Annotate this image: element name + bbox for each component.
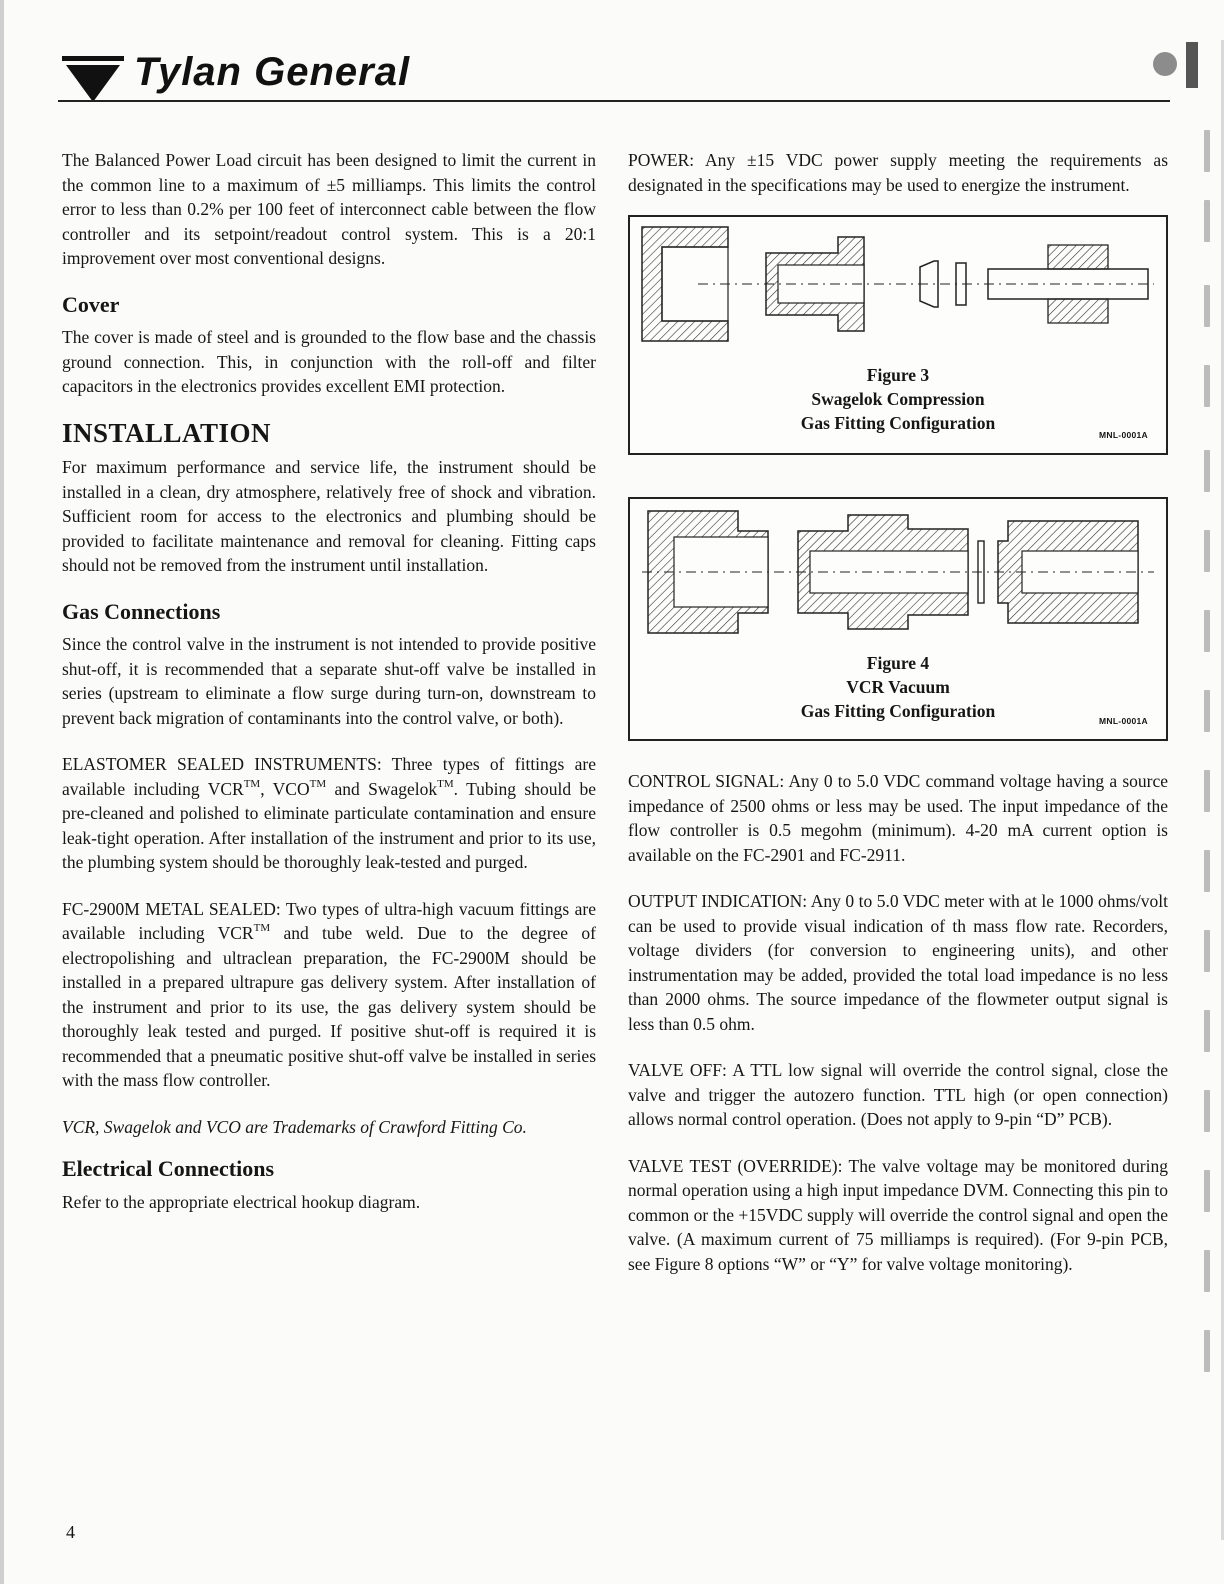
trademark-sup: TM <box>437 777 454 790</box>
electrical-connections-heading: Electrical Connections <box>62 1156 275 1181</box>
trademark-note: VCR, Swagelok and VCO are Trademarks of Crawford Fitting Co. <box>62 1116 527 1137</box>
figure-3-title: Swagelok Compression <box>811 389 985 409</box>
scan-edge-left <box>0 0 4 1584</box>
elastomer-text-a: ELASTOMER SEALED INSTRUMENTS: Three types of fittings are available including VCR <box>62 754 596 799</box>
right-column <box>628 148 1168 1298</box>
scan-mark <box>1204 610 1210 652</box>
elastomer-text-d: . Tubing should be pre-cleaned and polished to eliminate particulate contamination and ensure leak-tight operation. After installation of the instrument and prior to its use, the plumbing system should be thoroughly leak-tested and purged. <box>62 778 596 872</box>
figure-4-caption <box>630 651 1166 723</box>
page-number: 4 <box>66 1522 75 1542</box>
figure-3-caption <box>630 363 1166 435</box>
elastomer-paragraph <box>62 752 596 875</box>
trademark-sup: TM <box>253 922 271 935</box>
figure-3 <box>628 215 1168 455</box>
swagelok-fitting-drawing <box>638 225 1158 343</box>
scan-mark <box>1204 930 1210 972</box>
scan-mark <box>1204 1090 1210 1132</box>
intro-paragraph: The Balanced Power Load circuit has been designed to limit the current in the common line to a maximum of ±5 milliamps. This limits the control error to less than 0.2% per 100 feet of interconnect cable between the flow controller and its setpoint/readout control system. This is a 20:1 improvement over most conventional designs. <box>62 150 596 268</box>
cover-heading: Cover <box>62 291 120 317</box>
figure-3-subtitle: Gas Fitting Configuration <box>800 413 996 433</box>
scan-mark <box>1204 850 1210 892</box>
vcr-fitting-drawing <box>638 507 1158 637</box>
figure-3-code: MNL-0001A <box>1099 429 1148 440</box>
installation-heading: INSTALLATION <box>62 417 272 448</box>
scan-mark <box>1204 690 1210 732</box>
figure-4 <box>628 497 1168 741</box>
scan-mark <box>1204 1250 1210 1292</box>
control-signal-paragraph: CONTROL SIGNAL: Any 0 to 5.0 VDC command voltage having a source impedance of 2500 ohms or less may be used. The input impedance of the flow controller is 0.5 megohm (minimum). 4-20 mA current option is available on the FC-2901 and FC-2911. <box>628 771 1168 865</box>
figure-3-number: Figure 3 <box>866 365 930 385</box>
scan-mark <box>1204 450 1210 492</box>
figure-4-code: MNL-0001A <box>1099 715 1148 726</box>
figure-4-number: Figure 4 <box>866 653 930 673</box>
metal-text-a: FC-2900M METAL SEALED: Two types of ultra-high vacuum fittings are available including VCR <box>62 898 596 943</box>
header-tab-mark <box>1186 42 1198 88</box>
trademark-sup: TM <box>243 777 261 790</box>
gas-connections-heading: Gas Connections <box>62 598 221 624</box>
scan-mark <box>1204 1170 1210 1212</box>
electrical-paragraph: Refer to the appropriate electrical hookup diagram. <box>62 1191 421 1212</box>
scan-mark <box>1204 1010 1210 1052</box>
scan-mark <box>1204 365 1210 407</box>
left-column <box>62 148 596 1236</box>
logo-text: Tylan General <box>134 50 411 94</box>
page-header <box>58 48 1176 108</box>
scan-mark <box>1204 285 1210 327</box>
cover-paragraph: The cover is made of steel and is grounded to the flow base and the chassis ground connection. This, in conjunction with the roll-off and filter capacitors in the electronics provides excellent EMI protection. <box>62 327 596 396</box>
gas-connections-paragraph: Since the control valve in the instrument is not intended to provide positive shut-off, it is recommended that a separate shut-off valve be installed in series (upstream to eliminate a flow surge during turn-on, downstream to prevent back migration of contaminants into the control valve, or both). <box>62 634 596 728</box>
valve-test-paragraph: VALVE TEST (OVERRIDE): The valve voltage may be monitored during normal operation using a high input impedance DVM. Connecting this pin to common or the +15VDC supply will override the control signal and open the valve. (A maximum current of 75 milliamps is required). (For 9-pin PCB, see Figure 8 options “W” or “Y” for valve voltage monitoring). <box>628 1155 1168 1274</box>
installation-paragraph: For maximum performance and service life, the instrument should be installed in a clean, dry atmosphere, relatively free of shock and vibration. Sufficient room for access to the electronics and plumbing should be provided to facilitate maintenance and removal for cleaning. Fitting caps should not be removed from the instrument until installation. <box>62 457 596 575</box>
elastomer-text-c: and Swagelok <box>326 778 438 799</box>
output-indication-paragraph: OUTPUT INDICATION: Any 0 to 5.0 VDC meter with at le 1000 ohms/volt can be used to provide visual indication of th mass flow rate. Recorders, voltage dividers (for conversion to engineering units), and other instrumentation may be added, provided the total load impedance is no less than 2000 ohms. The source impedance of the flowmeter output signal is less than 0.5 ohm. <box>628 891 1168 1034</box>
trademark-sup: TM <box>309 777 327 790</box>
scan-mark <box>1204 1330 1210 1372</box>
metal-sealed-paragraph <box>62 897 596 1093</box>
figure-4-subtitle: Gas Fitting Configuration <box>800 701 996 721</box>
header-dot-mark <box>1153 52 1177 76</box>
scan-mark <box>1204 130 1210 172</box>
power-paragraph: POWER: Any ±15 VDC power supply meeting the requirements as designated in the specifications may be used to energize the instrument. <box>628 150 1168 195</box>
elastomer-text-b: , VCO <box>260 778 310 799</box>
logo-triangle-icon <box>62 56 126 104</box>
scan-mark <box>1204 770 1210 812</box>
scan-mark <box>1204 200 1210 242</box>
figure-4-title: VCR Vacuum <box>846 677 950 697</box>
header-rule <box>58 100 1170 102</box>
scan-mark <box>1204 530 1210 572</box>
valve-off-paragraph: VALVE OFF: A TTL low signal will override the control signal, close the valve and trigger the autozero function. TTL high (or open connection) allows normal control operation. (Does not apply to 9-pin “D” PCB). <box>628 1060 1168 1129</box>
metal-text-b: and tube weld. Due to the degree of electropolishing and ultraclean preparation, the FC-2900M should be installed in a prepared ultrapure gas delivery system. After installation of the instrument and prior to its use, the gas delivery system should be thoroughly leak tested and purged. If positive shut-off is required it is recommended that a pneumatic positive shut-off valve be installed in series with the mass flow controller. <box>62 923 596 1090</box>
